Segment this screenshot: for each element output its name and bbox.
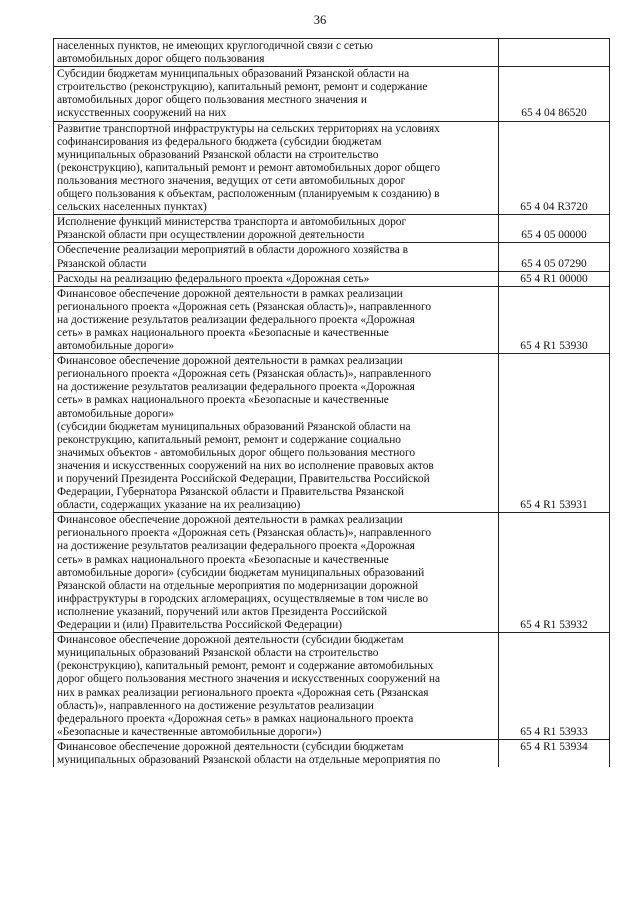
row-code: 65 4 R1 00000 [499, 271, 610, 286]
description-line: Обеспечение реализации мероприятий в области дорожного хозяйства в [57, 244, 409, 257]
row-description [54, 271, 499, 286]
description-line: регионального проекта «Дорожная сеть (Рязанская область)», направленного [57, 368, 432, 381]
row-code: 65 4 R1 53934 [499, 739, 610, 767]
description-line: на достижение результатов реализации федерального проекта «Дорожная [57, 381, 415, 394]
row-description [54, 121, 499, 215]
table-row [54, 513, 610, 633]
description-line: исполнение указаний, поручений или актов Президента Российской [57, 605, 388, 618]
row-description [54, 39, 499, 67]
row-description [54, 354, 499, 513]
description-line: них в рамках реализации регионального проекта «Дорожная сеть (Рязанская [57, 686, 429, 699]
description-line: области, содержащих указание на их реализацию) [57, 499, 301, 512]
description-line: софинансирования из федерального бюджета (субсидии бюджетам [57, 135, 382, 148]
description-line: область)», направленного на достижение результатов реализации [57, 699, 374, 712]
description-line: автомобильные дороги» [57, 340, 175, 353]
row-code: 65 4 R1 53930 [499, 286, 610, 353]
description-line: населенных пунктов, не имеющих круглогодичной связи с сетью [57, 40, 373, 52]
description-line: Финансовое обеспечение дорожной деятельности (субсидии бюджетам [57, 634, 404, 647]
table-row [54, 271, 610, 286]
description-line: Рязанской области при осуществлении дорожной деятельности [57, 229, 365, 242]
row-code: 65 4 04 86520 [499, 67, 610, 121]
description-line: на достижение результатов реализации федерального проекта «Дорожная [57, 313, 415, 326]
table-row [54, 354, 610, 513]
row-description [54, 286, 499, 353]
description-line: Развитие транспортной инфраструктуры на сельских территориях на условиях [57, 122, 440, 135]
description-line: и поручений Президента Российской Федерации, Правительства Российской [57, 473, 430, 485]
row-description [54, 215, 499, 243]
page-number: 36 [313, 13, 327, 27]
row-code: 65 4 R1 53933 [499, 633, 610, 740]
budget-classification-table [53, 38, 610, 767]
row-code: 65 4 R1 53932 [499, 513, 610, 633]
description-line: Расходы на реализацию федерального проекта «Дорожная сеть» [57, 272, 370, 285]
description-line: муниципальных образований Рязанской области на строительство [57, 148, 379, 161]
description-line: регионального проекта «Дорожная сеть (Рязанская область)», направленного [57, 300, 432, 313]
table-row [54, 67, 610, 121]
description-line: сеть» в рамках национального проекта «Безопасные и качественные [57, 553, 389, 566]
description-line: значения и искусственных сооружений на них во исполнение правовых актов [57, 459, 434, 472]
table-row [54, 39, 610, 67]
description-line: федерального проекта «Дорожная сеть» в рамках национального проекта [57, 712, 414, 725]
description-line: сельских населенных пунктах) [57, 201, 207, 214]
description-line: «Безопасные и качественные автомобильные дороги») [57, 725, 322, 738]
description-line: Федерации и (или) Правительства Российской Федерации) [57, 619, 342, 632]
description-line: Федерации, Губернатора Рязанской области и Правительства Рязанской [57, 486, 404, 499]
description-line: сеть» в рамках национального проекта «Безопасные и качественные [57, 394, 389, 407]
description-line: строительство (реконструкцию), капитальный ремонт, ремонт и содержание [57, 81, 428, 94]
description-line: автомобильных дорог общего пользования [57, 53, 265, 66]
table-row [54, 739, 610, 767]
description-line: Финансовое обеспечение дорожной деятельности в рамках реализации [57, 287, 403, 300]
row-code: 65 4 04 R3720 [499, 121, 610, 215]
row-description [54, 739, 499, 767]
description-line: инфраструктуры в городских агломерациях, осуществляемые в том числе во [57, 592, 429, 605]
row-description [54, 633, 499, 740]
description-line: (субсидии бюджетам муниципальных образований Рязанской области на [57, 420, 411, 433]
description-line: регионального проекта «Дорожная сеть (Рязанская область)», направленного [57, 527, 432, 540]
row-description [54, 243, 499, 271]
description-line: Финансовое обеспечение дорожной деятельности в рамках реализации [57, 514, 403, 527]
row-code [499, 39, 610, 67]
table-row [54, 215, 610, 243]
description-line: Финансовое обеспечение дорожной деятельности (субсидии бюджетам [57, 740, 404, 753]
description-line: Исполнение функций министерства транспорта и автомобильных дорог [57, 216, 407, 229]
description-line: (реконструкцию), капитальный ремонт, ремонт и содержание автомобильных [57, 660, 434, 673]
row-code: 65 4 05 00000 [499, 215, 610, 243]
table-row [54, 633, 610, 740]
row-code: 65 4 05 07290 [499, 243, 610, 271]
description-line: муниципальных образований Рязанской области на строительство [57, 647, 379, 660]
row-code: 65 4 R1 53931 [499, 354, 610, 513]
table-body [54, 39, 610, 768]
description-line: автомобильные дороги» (субсидии бюджетам муниципальных образований [57, 566, 425, 579]
description-line: Рязанской области на отдельные мероприятия по модернизации дорожной [57, 579, 419, 592]
description-line: Рязанской области [57, 257, 147, 270]
row-description [54, 67, 499, 121]
description-line: (реконструкцию), капитальный ремонт и ремонт автомобильных дорог общего [57, 161, 441, 174]
table-row [54, 121, 610, 215]
description-line: реконструкцию, капитальный ремонт, ремонт и содержание социально [57, 433, 401, 446]
description-line: на достижение результатов реализации федерального проекта «Дорожная [57, 540, 415, 553]
description-line: автомобильные дороги» [57, 407, 175, 420]
description-line: Субсидии бюджетам муниципальных образований Рязанской области на [57, 68, 410, 81]
description-line: искусственных сооружений на них [57, 107, 227, 120]
table-row [54, 286, 610, 353]
description-line: значимых объектов - автомобильных дорог общего пользования местного [57, 446, 416, 459]
row-description [54, 513, 499, 633]
description-line: Финансовое обеспечение дорожной деятельности в рамках реализации [57, 355, 403, 368]
description-line: сеть» в рамках национального проекта «Безопасные и качественные [57, 326, 389, 339]
description-line: пользования местного значения, ведущих от сети автомобильных дорог [57, 174, 406, 187]
description-line: дорог общего пользования местного значения и искусственных сооружений на [57, 673, 441, 686]
description-line: автомобильных дорог общего пользования местного значения и [57, 94, 367, 107]
description-line: общего пользования к объектам, расположенным (планируемым к созданию) в [57, 188, 440, 201]
table-row [54, 243, 610, 271]
description-line: муниципальных образований Рязанской области на отдельные мероприятия по [57, 753, 441, 766]
